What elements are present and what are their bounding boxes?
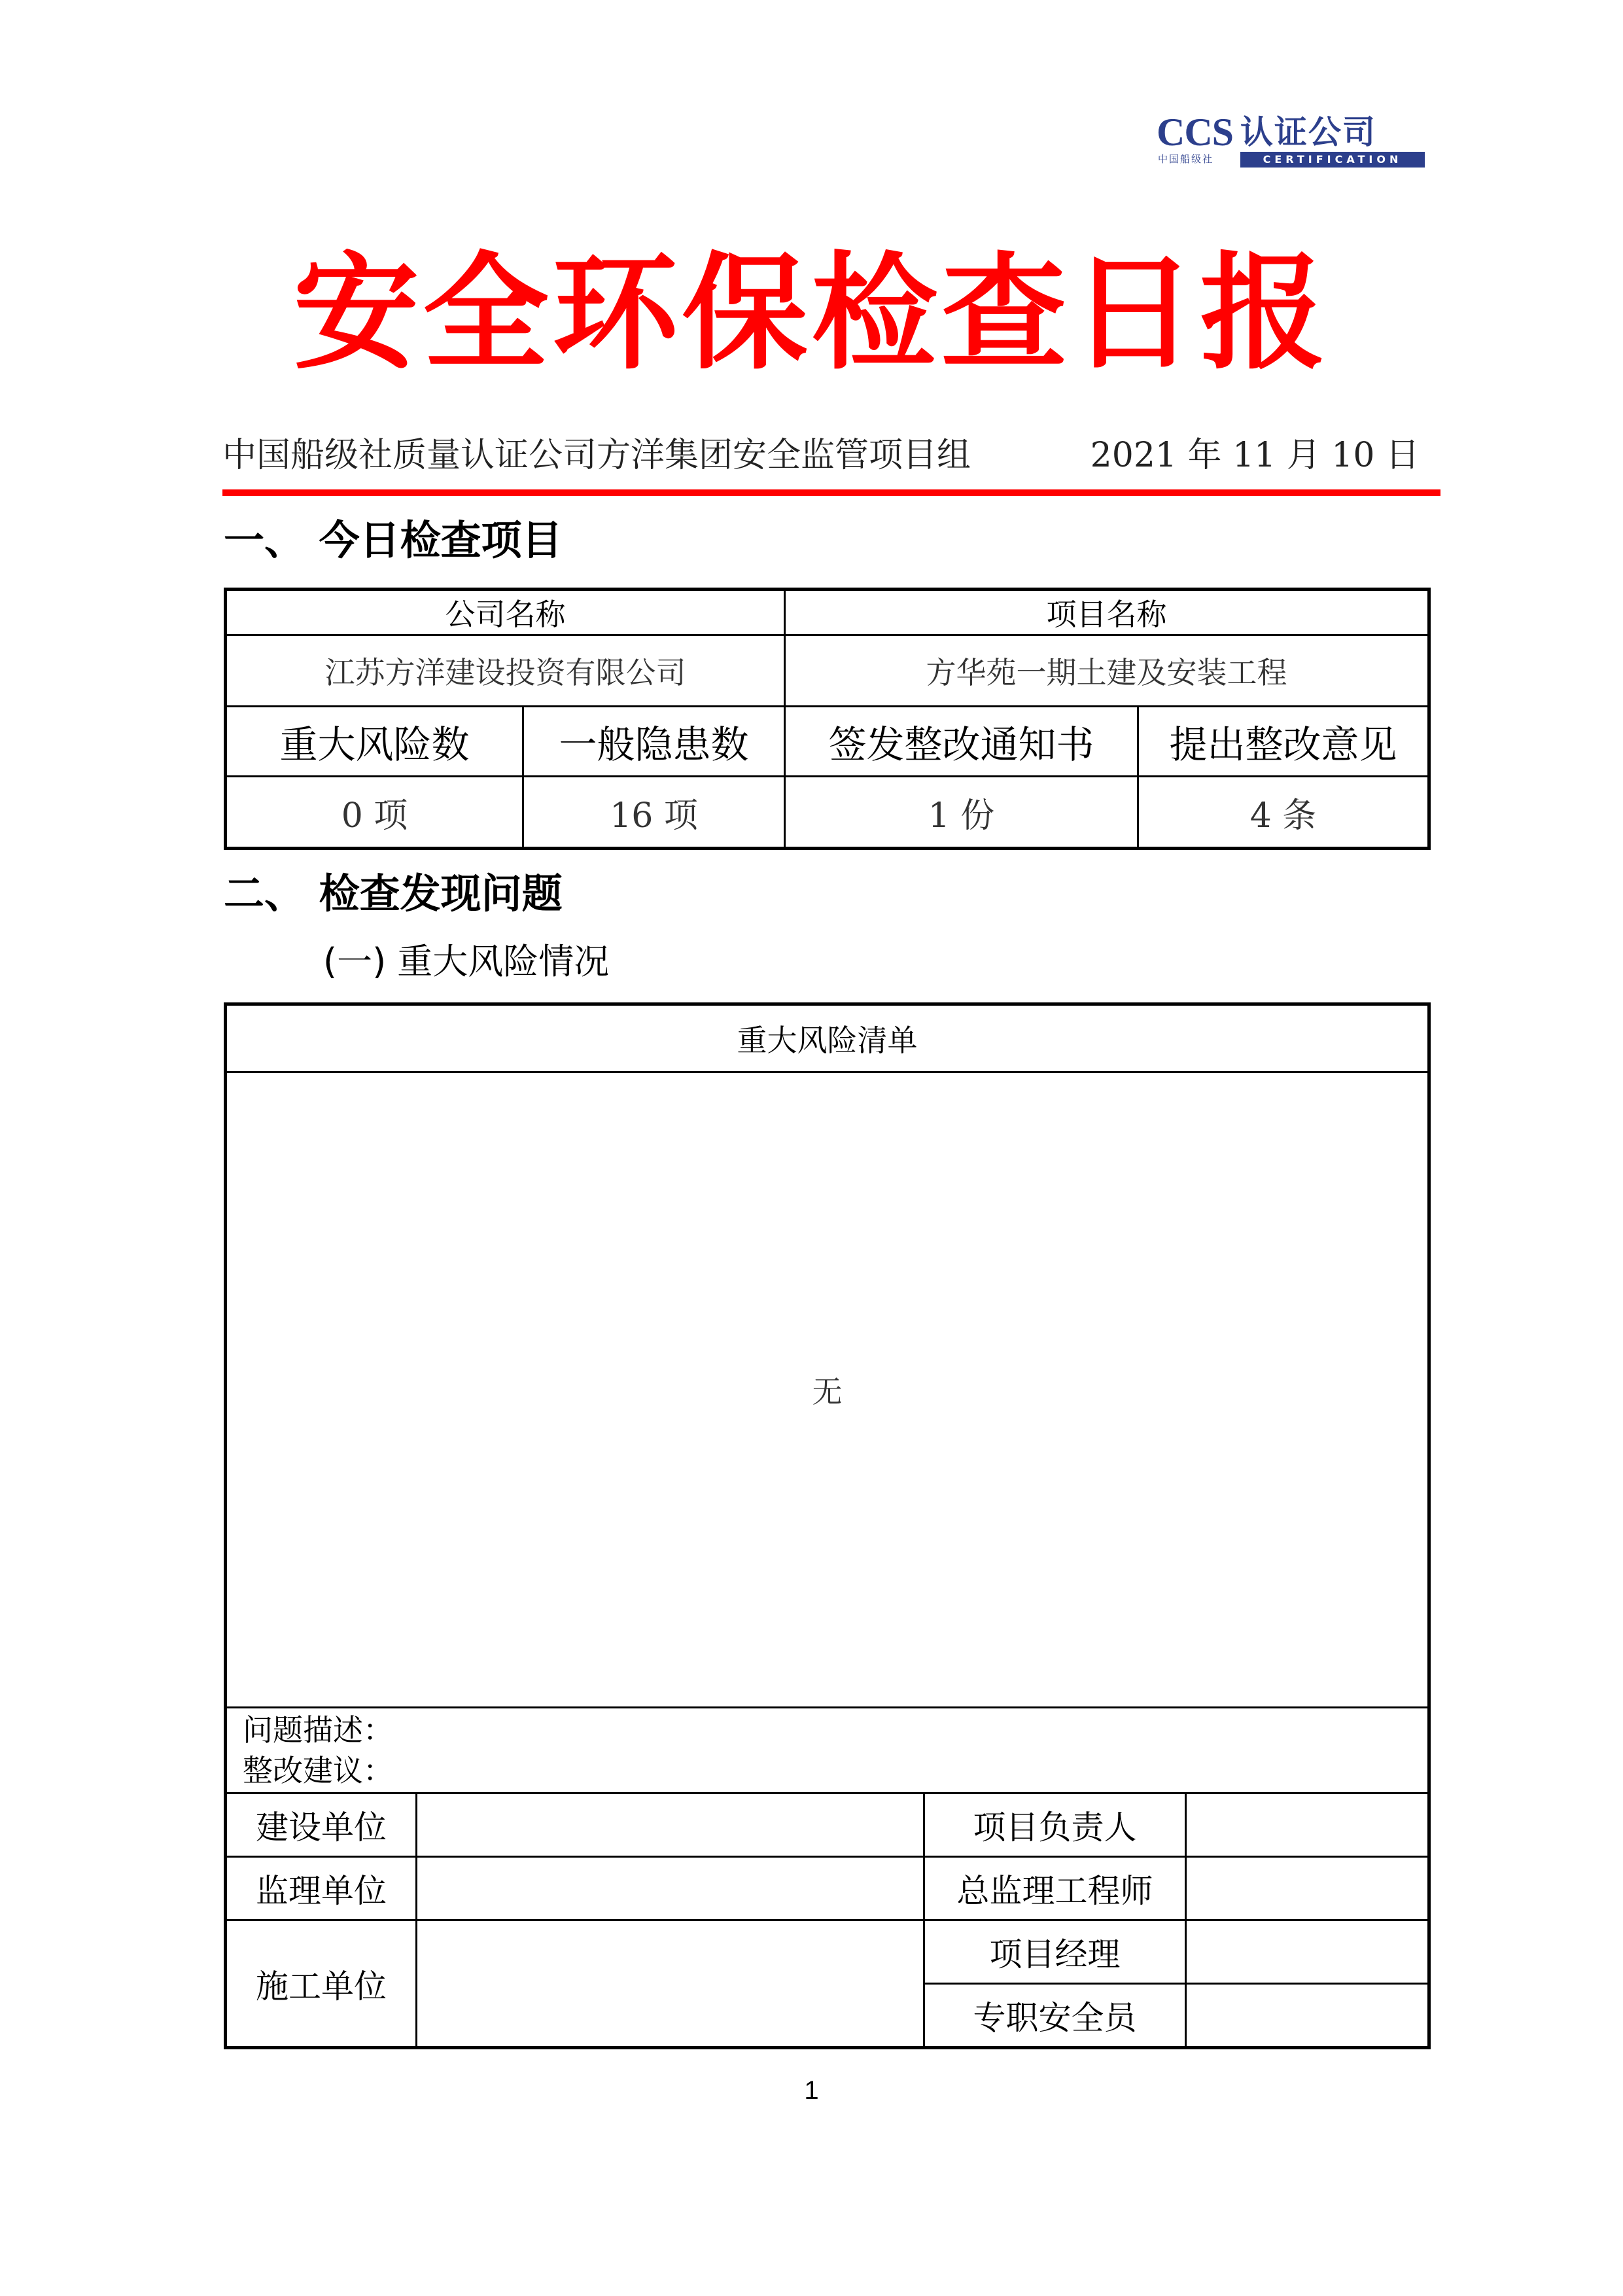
label-major-risks: 重大风险数 — [226, 707, 523, 777]
red-divider — [222, 489, 1440, 496]
page-number: 1 — [804, 2076, 819, 2105]
project-manager-value — [1186, 1920, 1429, 1984]
major-risk-table-title: 重大风险清单 — [226, 1004, 1429, 1072]
build-unit-value — [417, 1793, 924, 1857]
inspection-items-table — [224, 588, 1431, 850]
label-rectification-notices: 签发整改通知书 — [785, 707, 1138, 777]
logo-ccs-text: CCS — [1157, 111, 1234, 154]
project-name-value: 方华苑一期土建及安装工程 — [785, 635, 1429, 707]
section2-heading: 二、 检查发现问题 — [224, 870, 563, 917]
value-rectification-notices: 1 份 — [785, 777, 1138, 849]
major-risk-subheading: (一) 重大风险情况 — [323, 941, 610, 982]
logo-sub-en: CERTIFICATION — [1240, 152, 1425, 168]
construction-unit-value — [417, 1920, 924, 2048]
chief-engineer-value — [1186, 1857, 1429, 1920]
label-safety-officer: 专职安全员 — [924, 1984, 1186, 2048]
header-company-name: 公司名称 — [226, 590, 785, 635]
org-date-line — [222, 429, 1420, 482]
value-general-hazards: 16 项 — [523, 777, 785, 849]
logo-name-text: 认证公司 — [1240, 113, 1376, 151]
major-risk-table — [224, 1002, 1431, 2049]
supervision-unit-value — [417, 1857, 924, 1920]
problem-description-label: 问题描述： — [243, 1712, 393, 1748]
label-construction-unit: 施工单位 — [226, 1920, 417, 2048]
value-rectification-opinions: 4 条 — [1138, 777, 1429, 849]
company-name-value: 江苏方洋建设投资有限公司 — [226, 635, 785, 707]
label-supervision-unit: 监理单位 — [226, 1857, 417, 1920]
header-project-name: 项目名称 — [785, 590, 1429, 635]
rectification-advice-label: 整改建议： — [243, 1753, 393, 1788]
label-chief-engineer: 总监理工程师 — [924, 1857, 1186, 1920]
section1-heading: 一、 今日检查项目 — [224, 516, 563, 564]
safety-officer-value — [1186, 1984, 1429, 2048]
label-project-lead: 项目负责人 — [924, 1793, 1186, 1857]
label-general-hazards: 一般隐患数 — [523, 707, 785, 777]
description-advice-cell — [226, 1708, 1429, 1793]
label-project-manager: 项目经理 — [924, 1920, 1186, 1984]
organization-name: 中国船级社质量认证公司方洋集团安全监管项目组 — [222, 436, 971, 475]
report-date: 2021 年 11 月 10 日 — [1090, 436, 1420, 475]
ccs-certification-logo — [1157, 113, 1425, 168]
label-rectification-opinions: 提出整改意见 — [1138, 707, 1429, 777]
project-lead-value — [1186, 1793, 1429, 1857]
report-title: 安全环保检查日报 — [293, 241, 1330, 387]
value-major-risks: 0 项 — [226, 777, 523, 849]
major-risk-content: 无 — [226, 1072, 1429, 1708]
logo-sub-cn: 中国船级社 — [1158, 153, 1214, 165]
label-build-unit: 建设单位 — [226, 1793, 417, 1857]
